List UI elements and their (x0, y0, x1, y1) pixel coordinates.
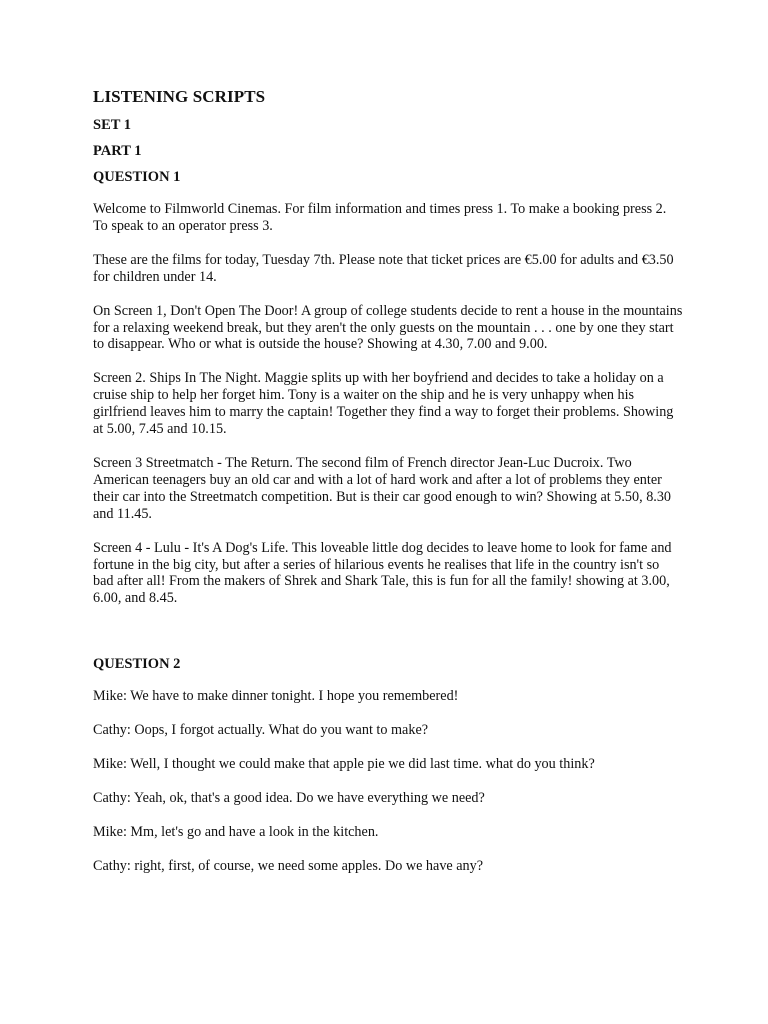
document-page (93, 86, 683, 875)
dialogue-line: Mike: Well, I thought we could make that apple pie we did last time. what do you think? (93, 756, 595, 773)
part-heading: PART 1 (93, 143, 142, 159)
question-2-heading: QUESTION 2 (93, 656, 181, 673)
question-1-paragraph: Screen 2. Ships In The Night. Maggie splits up with her boyfriend and decides to take a holiday on a cruise ship to help her forget him. Tony is a waiter on the ship and he is very unhappy when his girlfriend leaves him to marry the captain! Together they find a way to forget their problems. Showing at 5.00, 7.45 and 10.15. (93, 370, 674, 438)
question-1-paragraph: These are the films for today, Tuesday 7th. Please note that ticket prices are €5.00 for adults and €3.50 for children under 14. (93, 251, 674, 285)
question-1-paragraph: Welcome to Filmworld Cinemas. For film information and times press 1. To make a booking press 2. To speak to an operator press 3. (93, 201, 667, 234)
dialogue-line: Cathy: Yeah, ok, that's a good idea. Do we have everything we need? (93, 790, 485, 807)
question-1-paragraph: Screen 3 Streetmatch - The Return. The second film of French director Jean-Luc Ducroix. Two American teenagers buy an old car and with a lot of hard work and after a lot of problems they enter their car into the Streetmatch competition. But is their car good enough to win? Showing at 5.50, 8.30 and 11.45. (93, 454, 672, 522)
dialogue-line: Mike: Mm, let's go and have a look in the kitchen. (93, 824, 379, 841)
set-heading: SET 1 (93, 117, 132, 133)
dialogue-line: Mike: We have to make dinner tonight. I hope you remembered! (93, 688, 459, 705)
document-title: LISTENING SCRIPTS (93, 87, 266, 106)
question-1-paragraph: On Screen 1, Don't Open The Door! A group of college students decide to rent a house in the mountains for a relaxing weekend break, but they aren't the only guests on the mountain . . . one by one they start to disappear. Who or what is outside the house? Showing at 4.30, 7.00 and 9.00. (93, 302, 683, 353)
question-1-paragraph: Screen 4 - Lulu - It's A Dog's Life. This loveable little dog decides to leave home to look for fame and fortune in the big city, but after a series of hilarious events he realises that life in the country isn't so bad after all! From the makers of Shrek and Shark Tale, this is fun for all the family! showing at 3.00, 6.00, and 8.45. (93, 539, 672, 607)
dialogue-line: Cathy: right, first, of course, we need some apples. Do we have any? (93, 858, 484, 875)
question-1-heading: QUESTION 1 (93, 169, 181, 185)
dialogue-line: Cathy: Oops, I forgot actually. What do you want to make? (93, 722, 429, 739)
